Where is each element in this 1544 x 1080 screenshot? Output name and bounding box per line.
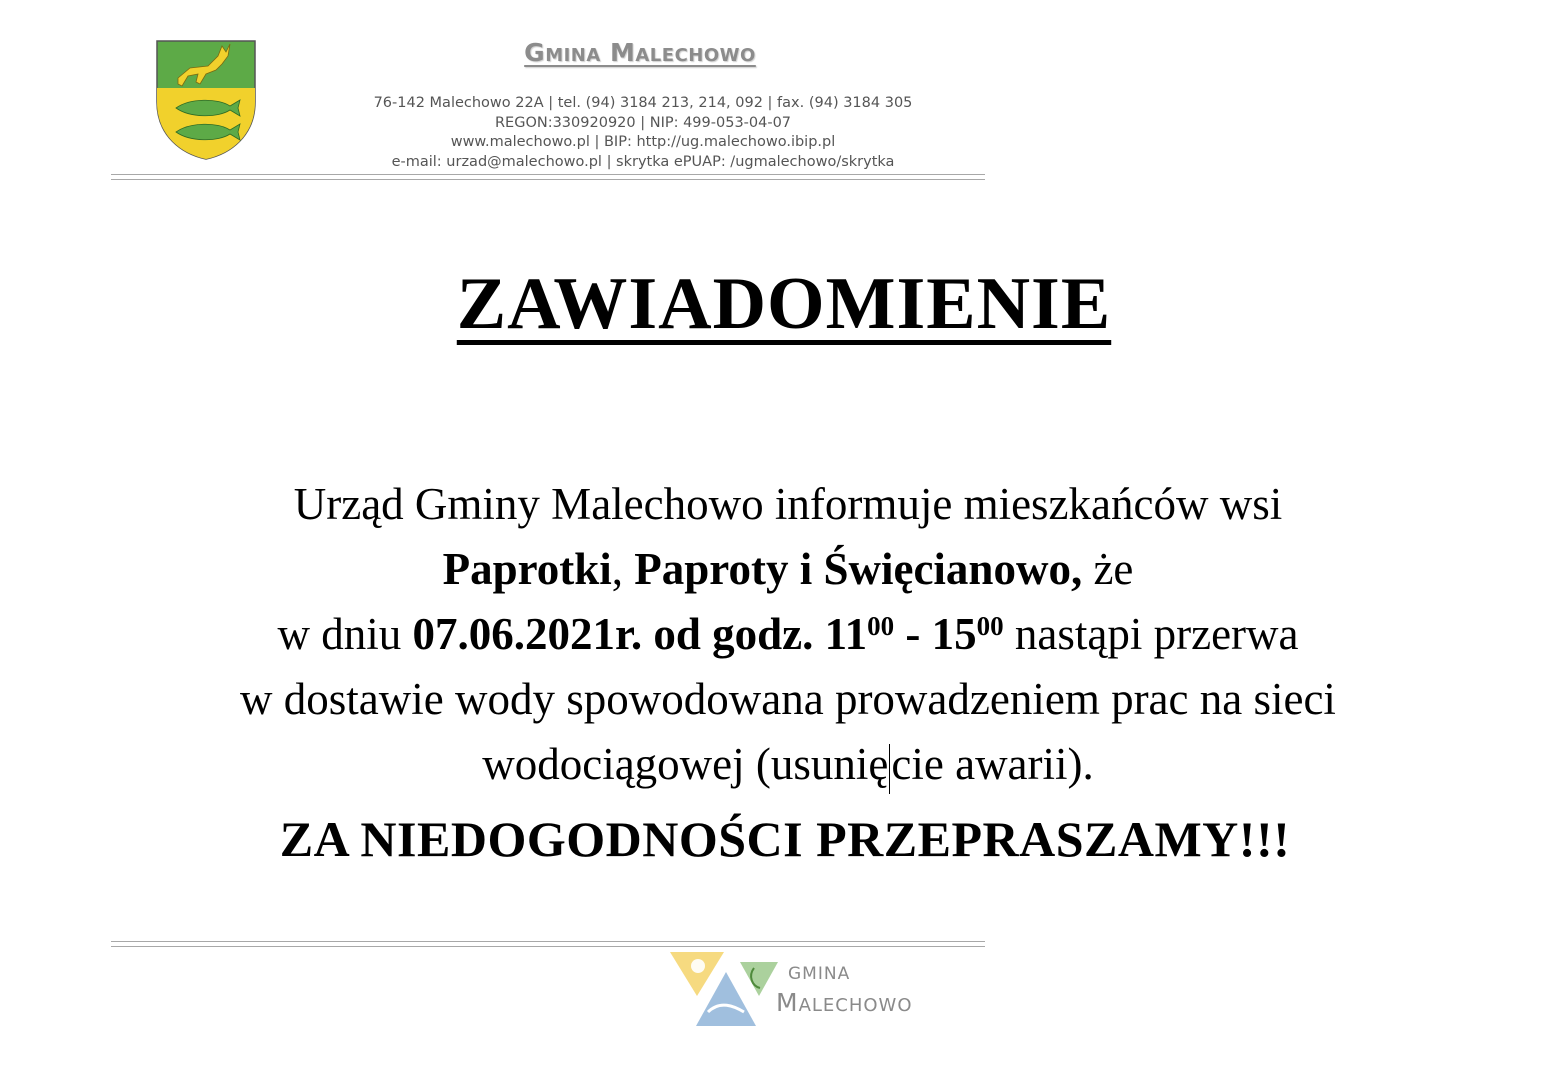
contact-block bbox=[330, 94, 956, 172]
contact-ids: REGON:330920920 | NIP: 499-053-04-07 bbox=[494, 114, 792, 131]
gmina-logo-icon bbox=[668, 950, 778, 1028]
notice-body bbox=[0, 472, 1544, 797]
separator: , bbox=[611, 544, 635, 594]
time-start-minutes: 00 bbox=[867, 611, 895, 641]
contact-address: 76-142 Malechowo 22A | tel. (94) 3184 213, 214, 092 | fax. (94) 3184 305 bbox=[373, 95, 913, 111]
village-1: Paprotki bbox=[442, 544, 612, 594]
organization-name: Gmina Malechowo bbox=[524, 38, 756, 67]
apology-text: ZA NIEDOGODNOŚCI PRZEPRASZAMY!!! bbox=[279, 811, 1291, 867]
footer-logo-line1: GMINA bbox=[788, 964, 851, 984]
contact-email[interactable]: e-mail: urzad@malechowo.pl | skrytka ePUAP: /ugmalechowo/skrytka bbox=[391, 153, 895, 170]
notice-title-text: ZAWIADOMIENIE bbox=[456, 263, 1112, 345]
coat-of-arms-icon bbox=[156, 40, 256, 160]
time-end-minutes: 00 bbox=[976, 611, 1004, 641]
date-prefix: w dniu bbox=[277, 609, 413, 659]
conjunction: że bbox=[1082, 544, 1134, 594]
notice-date: 07.06.2021r. bbox=[412, 609, 643, 659]
notice-line-5 bbox=[0, 732, 1544, 797]
notice-line-2 bbox=[0, 537, 1544, 602]
notice-line-4: w dostawie wody spowodowana prowadzeniem prac na sieci bbox=[240, 674, 1336, 724]
footer-logo bbox=[668, 950, 958, 1028]
notice-line-3 bbox=[0, 602, 1544, 667]
line5-part-a: wodociągowej (usunię bbox=[482, 739, 889, 789]
notice-title bbox=[0, 262, 1544, 347]
header-divider bbox=[111, 174, 985, 180]
footer-logo-line2: Malechowo bbox=[776, 988, 913, 1017]
time-start: od godz. 11 bbox=[653, 609, 868, 659]
villages-rest: Paproty i Święcianowo, bbox=[634, 544, 1083, 594]
time-end: - 15 bbox=[894, 609, 977, 659]
contact-web[interactable]: www.malechowo.pl | BIP: http://ug.malechowo.ibip.pl bbox=[450, 134, 836, 150]
footer-divider bbox=[111, 941, 985, 947]
line5-part-b: cie awarii). bbox=[891, 739, 1094, 789]
notice-line-1: Urząd Gminy Malechowo informuje mieszkańców wsi bbox=[293, 479, 1283, 529]
line3-suffix: nastąpi przerwa bbox=[1003, 609, 1299, 659]
